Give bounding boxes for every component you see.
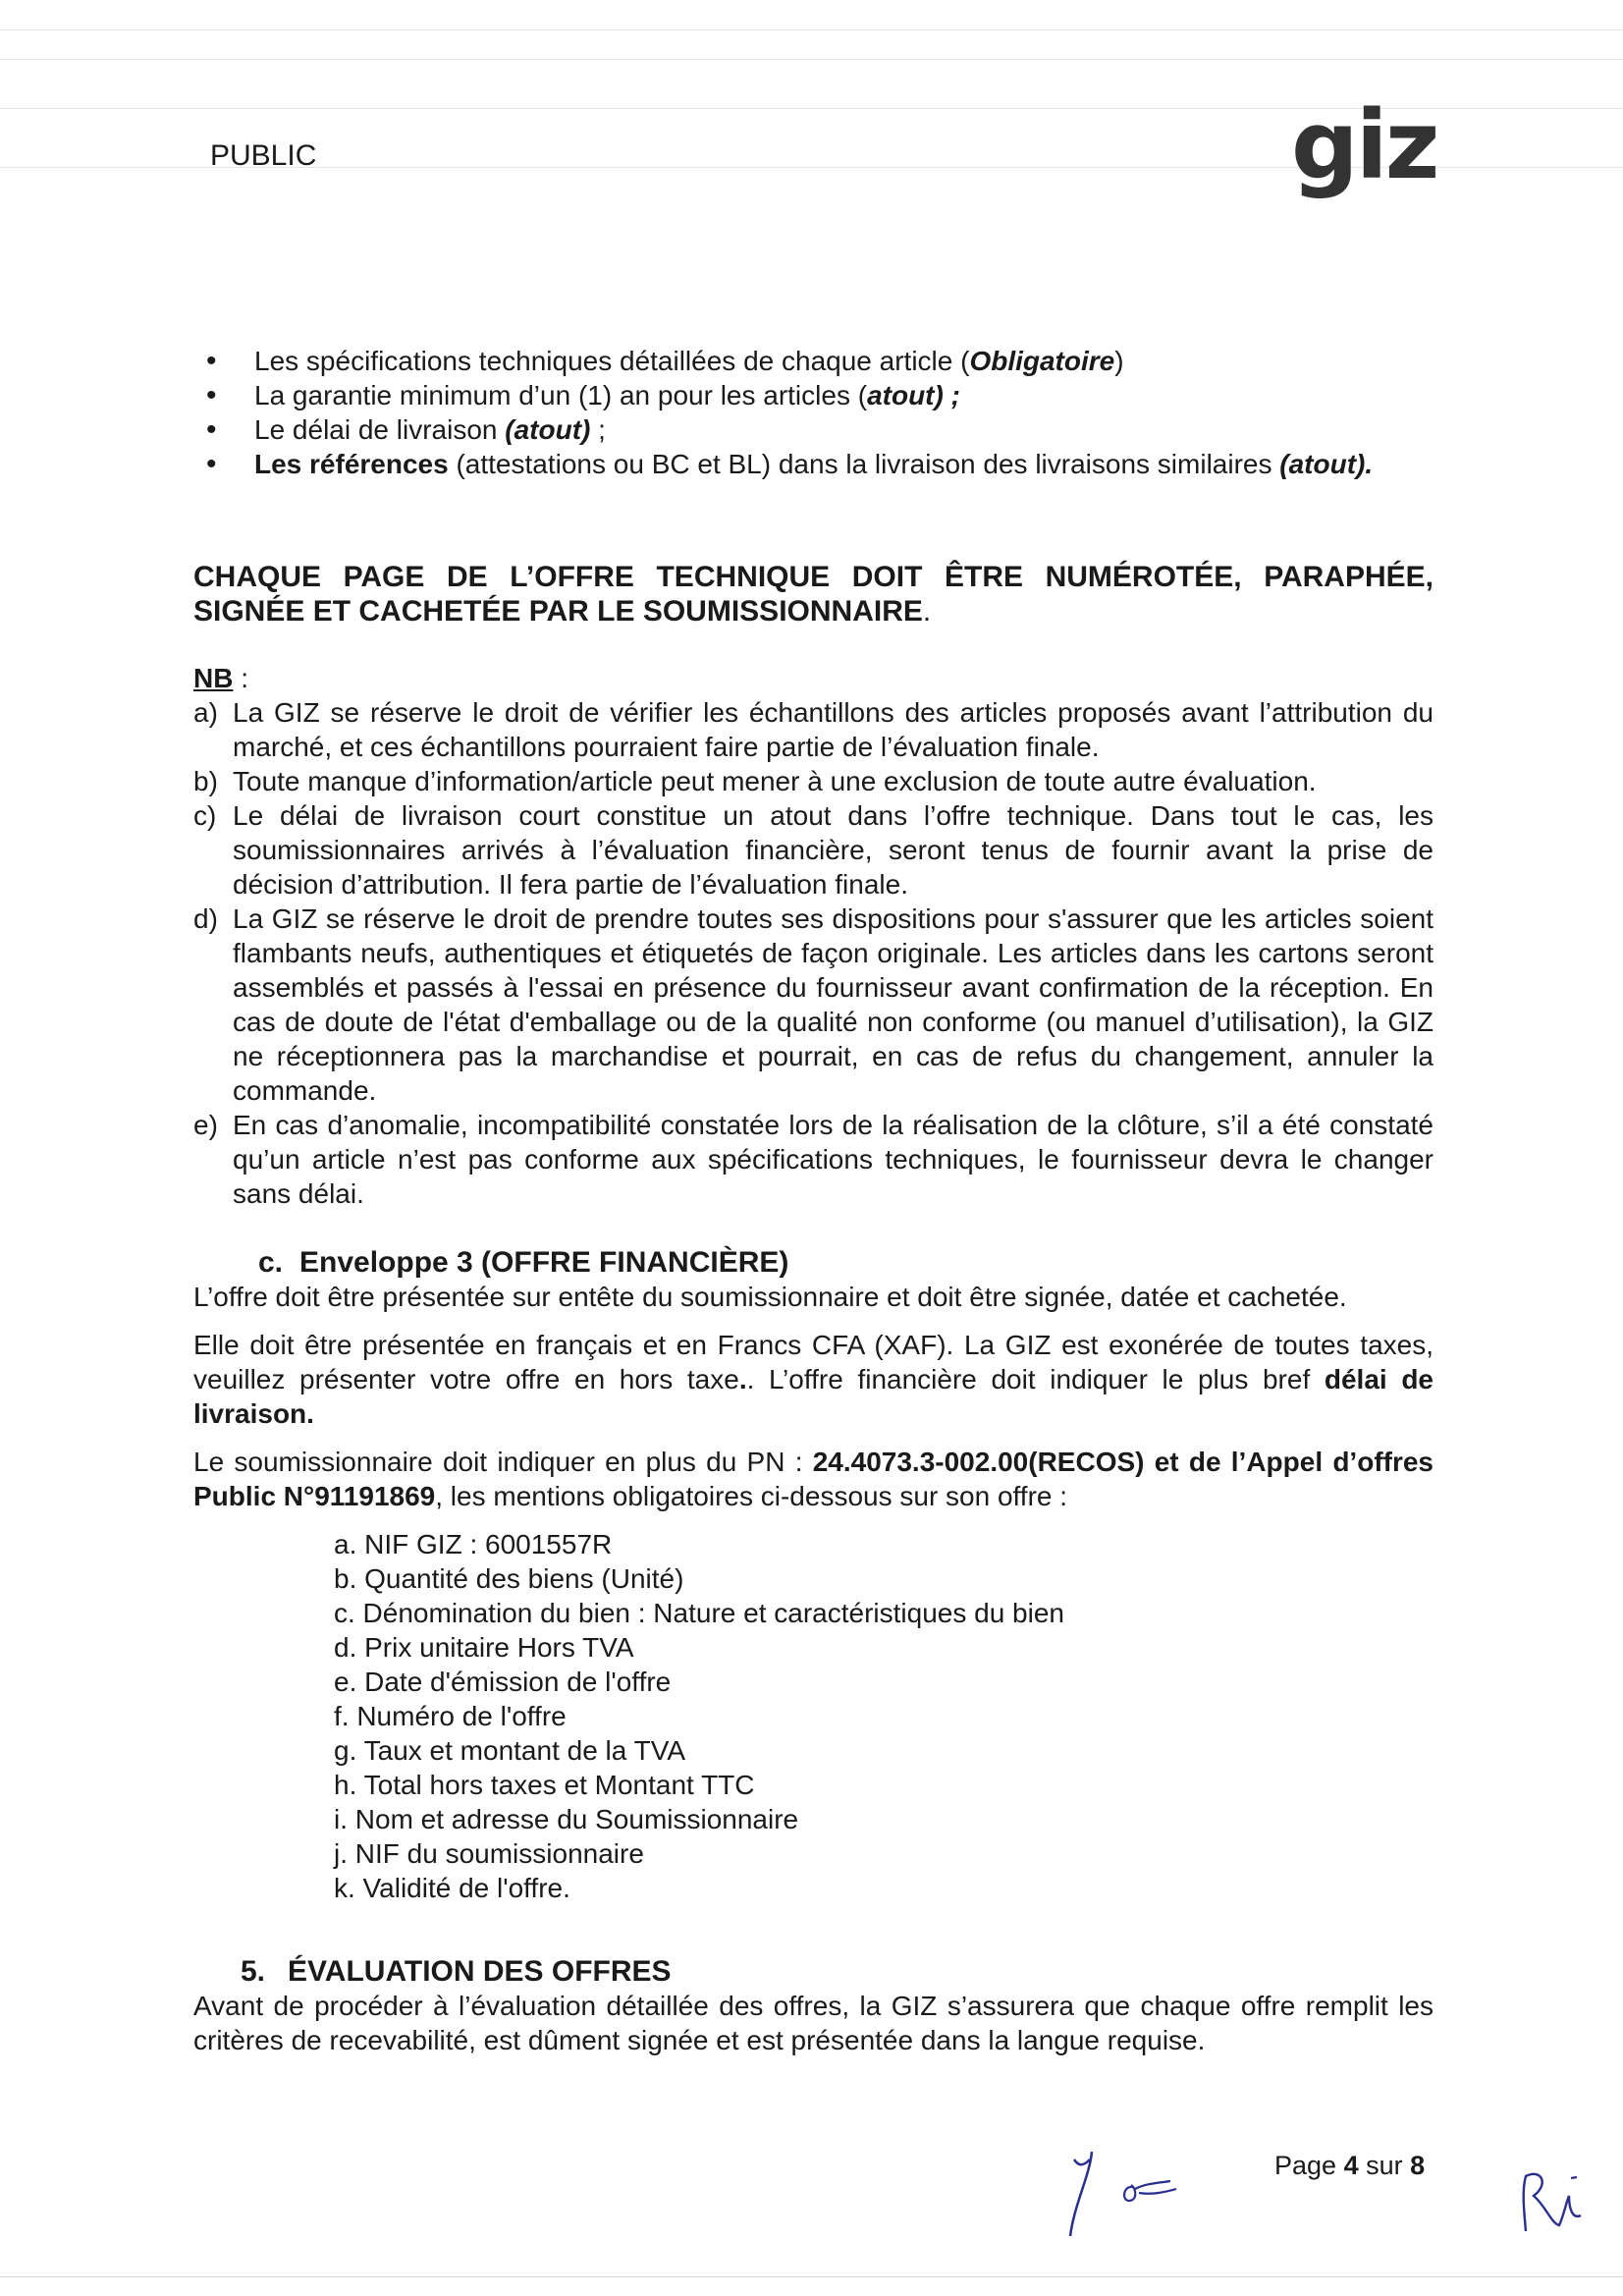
list-item bbox=[193, 412, 1434, 447]
technical-offer-notice bbox=[193, 560, 1434, 629]
nb-label: NB bbox=[193, 663, 234, 693]
list-item bbox=[193, 695, 1434, 764]
text-span: Le soumissionnaire doit indiquer en plus du PN : bbox=[193, 1447, 813, 1477]
item-marker: a) bbox=[193, 697, 218, 728]
item-marker: b) bbox=[193, 766, 218, 796]
classification-label: PUBLIC bbox=[210, 139, 317, 172]
item-emphasis: atout) ; bbox=[867, 380, 960, 410]
item-marker: d) bbox=[193, 903, 218, 934]
handwritten-signature-icon bbox=[1512, 2160, 1600, 2239]
list-item: f. Numéro de l'offre bbox=[334, 1701, 567, 1731]
list-item bbox=[193, 798, 1434, 902]
list-item: j. NIF du soumissionnaire bbox=[334, 1838, 644, 1869]
text-bold: délai de livraison. bbox=[193, 1364, 1434, 1429]
paragraph: Elle doit être présentée en français et en Francs CFA (XAF). La GIZ est exonérée de toutes taxes, veuillez présenter votre offre en hors taxe.. L’offre financière doit indiquer le plus bref délai de livraison. bbox=[193, 1330, 1434, 1429]
heading-title: Enveloppe 3 (OFFRE FINANCIÈRE) bbox=[299, 1246, 789, 1279]
list-item bbox=[193, 1108, 1434, 1211]
nb-section bbox=[193, 661, 1434, 1211]
nb-list bbox=[193, 695, 1434, 1211]
list-item: a. NIF GIZ : 6001557R bbox=[334, 1529, 613, 1559]
item-text: Le délai de livraison court constitue un atout dans l’offre technique. Dans tout le cas, les soumissionnaires arrivés à l’évaluation financière, seront tenus de fournir avant la prise de décision d’attribution. Il fera partie de l’évaluation finale. bbox=[233, 800, 1434, 900]
item-tail: ; bbox=[590, 414, 606, 445]
heading-title: ÉVALUATION DES OFFRES bbox=[288, 1955, 672, 1988]
item-text: Toute manque d’information/article peut mener à une exclusion de toute autre évaluation. bbox=[233, 766, 1317, 796]
envelope3-section bbox=[193, 1245, 1434, 1905]
item-lead: Les références bbox=[254, 449, 449, 479]
list-item: b. Quantité des biens (Unité) bbox=[334, 1563, 684, 1594]
item-text: La GIZ se réserve le droit de vérifier les échantillons des articles proposés avant l’attribution du marché, et ces échantillons pourraient faire partie de l’évaluation finale. bbox=[233, 697, 1434, 762]
text-span: . L’offre financière doit indiquer le plus bref bbox=[746, 1364, 1325, 1394]
notice-end: . bbox=[922, 595, 932, 628]
item-text: Les spécifications techniques détaillées de chaque article ( bbox=[254, 346, 970, 376]
list-item bbox=[193, 378, 1434, 412]
item-emphasis: (atout) bbox=[505, 414, 591, 445]
heading-number: 5. bbox=[241, 1955, 266, 1988]
evaluation-section bbox=[193, 1954, 1434, 2057]
paragraph: L’offre doit être présentée sur entête du soumissionnaire et doit être signée, datée et cachetée. bbox=[193, 1282, 1347, 1312]
page-label: Page bbox=[1274, 2151, 1344, 2180]
page-total: 8 bbox=[1410, 2151, 1426, 2180]
list-item bbox=[193, 447, 1434, 481]
section-heading bbox=[193, 1954, 1434, 1989]
handwritten-initials-icon bbox=[1060, 2146, 1198, 2244]
text-span: Elle doit être présentée en français et en Francs CFA (XAF). La GIZ est exonérée de toutes taxes, veuillez présenter votre offre en hors taxe bbox=[193, 1330, 1434, 1394]
page-number bbox=[1274, 2151, 1425, 2181]
heading-number: c. bbox=[258, 1246, 284, 1279]
page-sep: sur bbox=[1358, 2151, 1411, 2180]
notice-text: CHAQUE PAGE DE L’OFFRE TECHNIQUE DOIT ÊTRE NUMÉROTÉE, PARAPHÉE, SIGNÉE ET CACHETÉE PAR LE SOUMISSIONNAIRE bbox=[193, 561, 1434, 628]
paragraph bbox=[193, 1445, 1434, 1513]
list-item: c. Dénomination du bien : Nature et caractéristiques du bien bbox=[334, 1598, 1064, 1628]
list-item bbox=[193, 902, 1434, 1108]
section-heading bbox=[193, 1245, 1434, 1280]
list-item: i. Nom et adresse du Soumissionnaire bbox=[334, 1804, 799, 1834]
nb-suffix: : bbox=[233, 663, 249, 693]
paragraph: Avant de procéder à l’évaluation détaillée des offres, la GIZ s’assurera que chaque offre remplit les critères de recevabilité, est dûment signée et est présentée dans la langue requise. bbox=[193, 1991, 1434, 2055]
item-text: La GIZ se réserve le droit de prendre toutes ses dispositions pour s'assurer que les articles soient flambants neufs, authentiques et étiquetés de façon originale. Les articles dans les cartons seront assemblés et passés à l'essai en présence du fournisseur avant confirmation de la réception. En cas de doute de l'état d'emballage ou de la qualité non conforme (ou manuel d’utilisation), la GIZ ne réceptionnera pas la marchandise et pourrait, en cas de refus du changement, annuler la commande. bbox=[233, 903, 1434, 1106]
scan-artifact bbox=[0, 59, 1623, 60]
giz-logo: giz bbox=[1291, 90, 1437, 200]
item-marker: e) bbox=[193, 1110, 218, 1140]
list-item bbox=[193, 344, 1434, 378]
item-tail: ) bbox=[1114, 346, 1124, 376]
scan-artifact bbox=[0, 29, 1623, 30]
list-item: e. Date d'émission de l'offre bbox=[334, 1667, 672, 1697]
text-bold: 24.4073.3-002.00(RECOS) et de l’Appel d’offres Public N°91191869 bbox=[193, 1447, 1434, 1511]
page-current: 4 bbox=[1343, 2151, 1359, 2180]
list-item bbox=[193, 764, 1434, 798]
scan-artifact bbox=[0, 2276, 1623, 2277]
list-item: h. Total hors taxes et Montant TTC bbox=[334, 1770, 755, 1800]
item-emphasis: (atout). bbox=[1279, 449, 1374, 479]
requirements-list bbox=[193, 344, 1434, 481]
item-marker: c) bbox=[193, 800, 217, 831]
item-text: Le délai de livraison bbox=[254, 414, 506, 445]
item-text: (attestations ou BC et BL) dans la livraison des livraisons similaires bbox=[448, 449, 1280, 479]
item-text: La garantie minimum d’un (1) an pour les articles ( bbox=[254, 380, 868, 410]
mandatory-mentions-list bbox=[193, 1527, 1434, 1905]
list-item: d. Prix unitaire Hors TVA bbox=[334, 1632, 634, 1663]
list-item: k. Validité de l'offre. bbox=[334, 1873, 570, 1903]
list-item: g. Taux et montant de la TVA bbox=[334, 1735, 685, 1766]
item-text: En cas d’anomalie, incompatibilité constatée lors de la réalisation de la clôture, s’il a été constaté qu’un article n’est pas conforme aux spécifications techniques, le fournisseur devra le changer sans délai. bbox=[233, 1110, 1434, 1209]
text-span: , les mentions obligatoires ci-dessous sur son offre : bbox=[435, 1481, 1068, 1511]
item-emphasis: Obligatoire bbox=[969, 346, 1115, 376]
